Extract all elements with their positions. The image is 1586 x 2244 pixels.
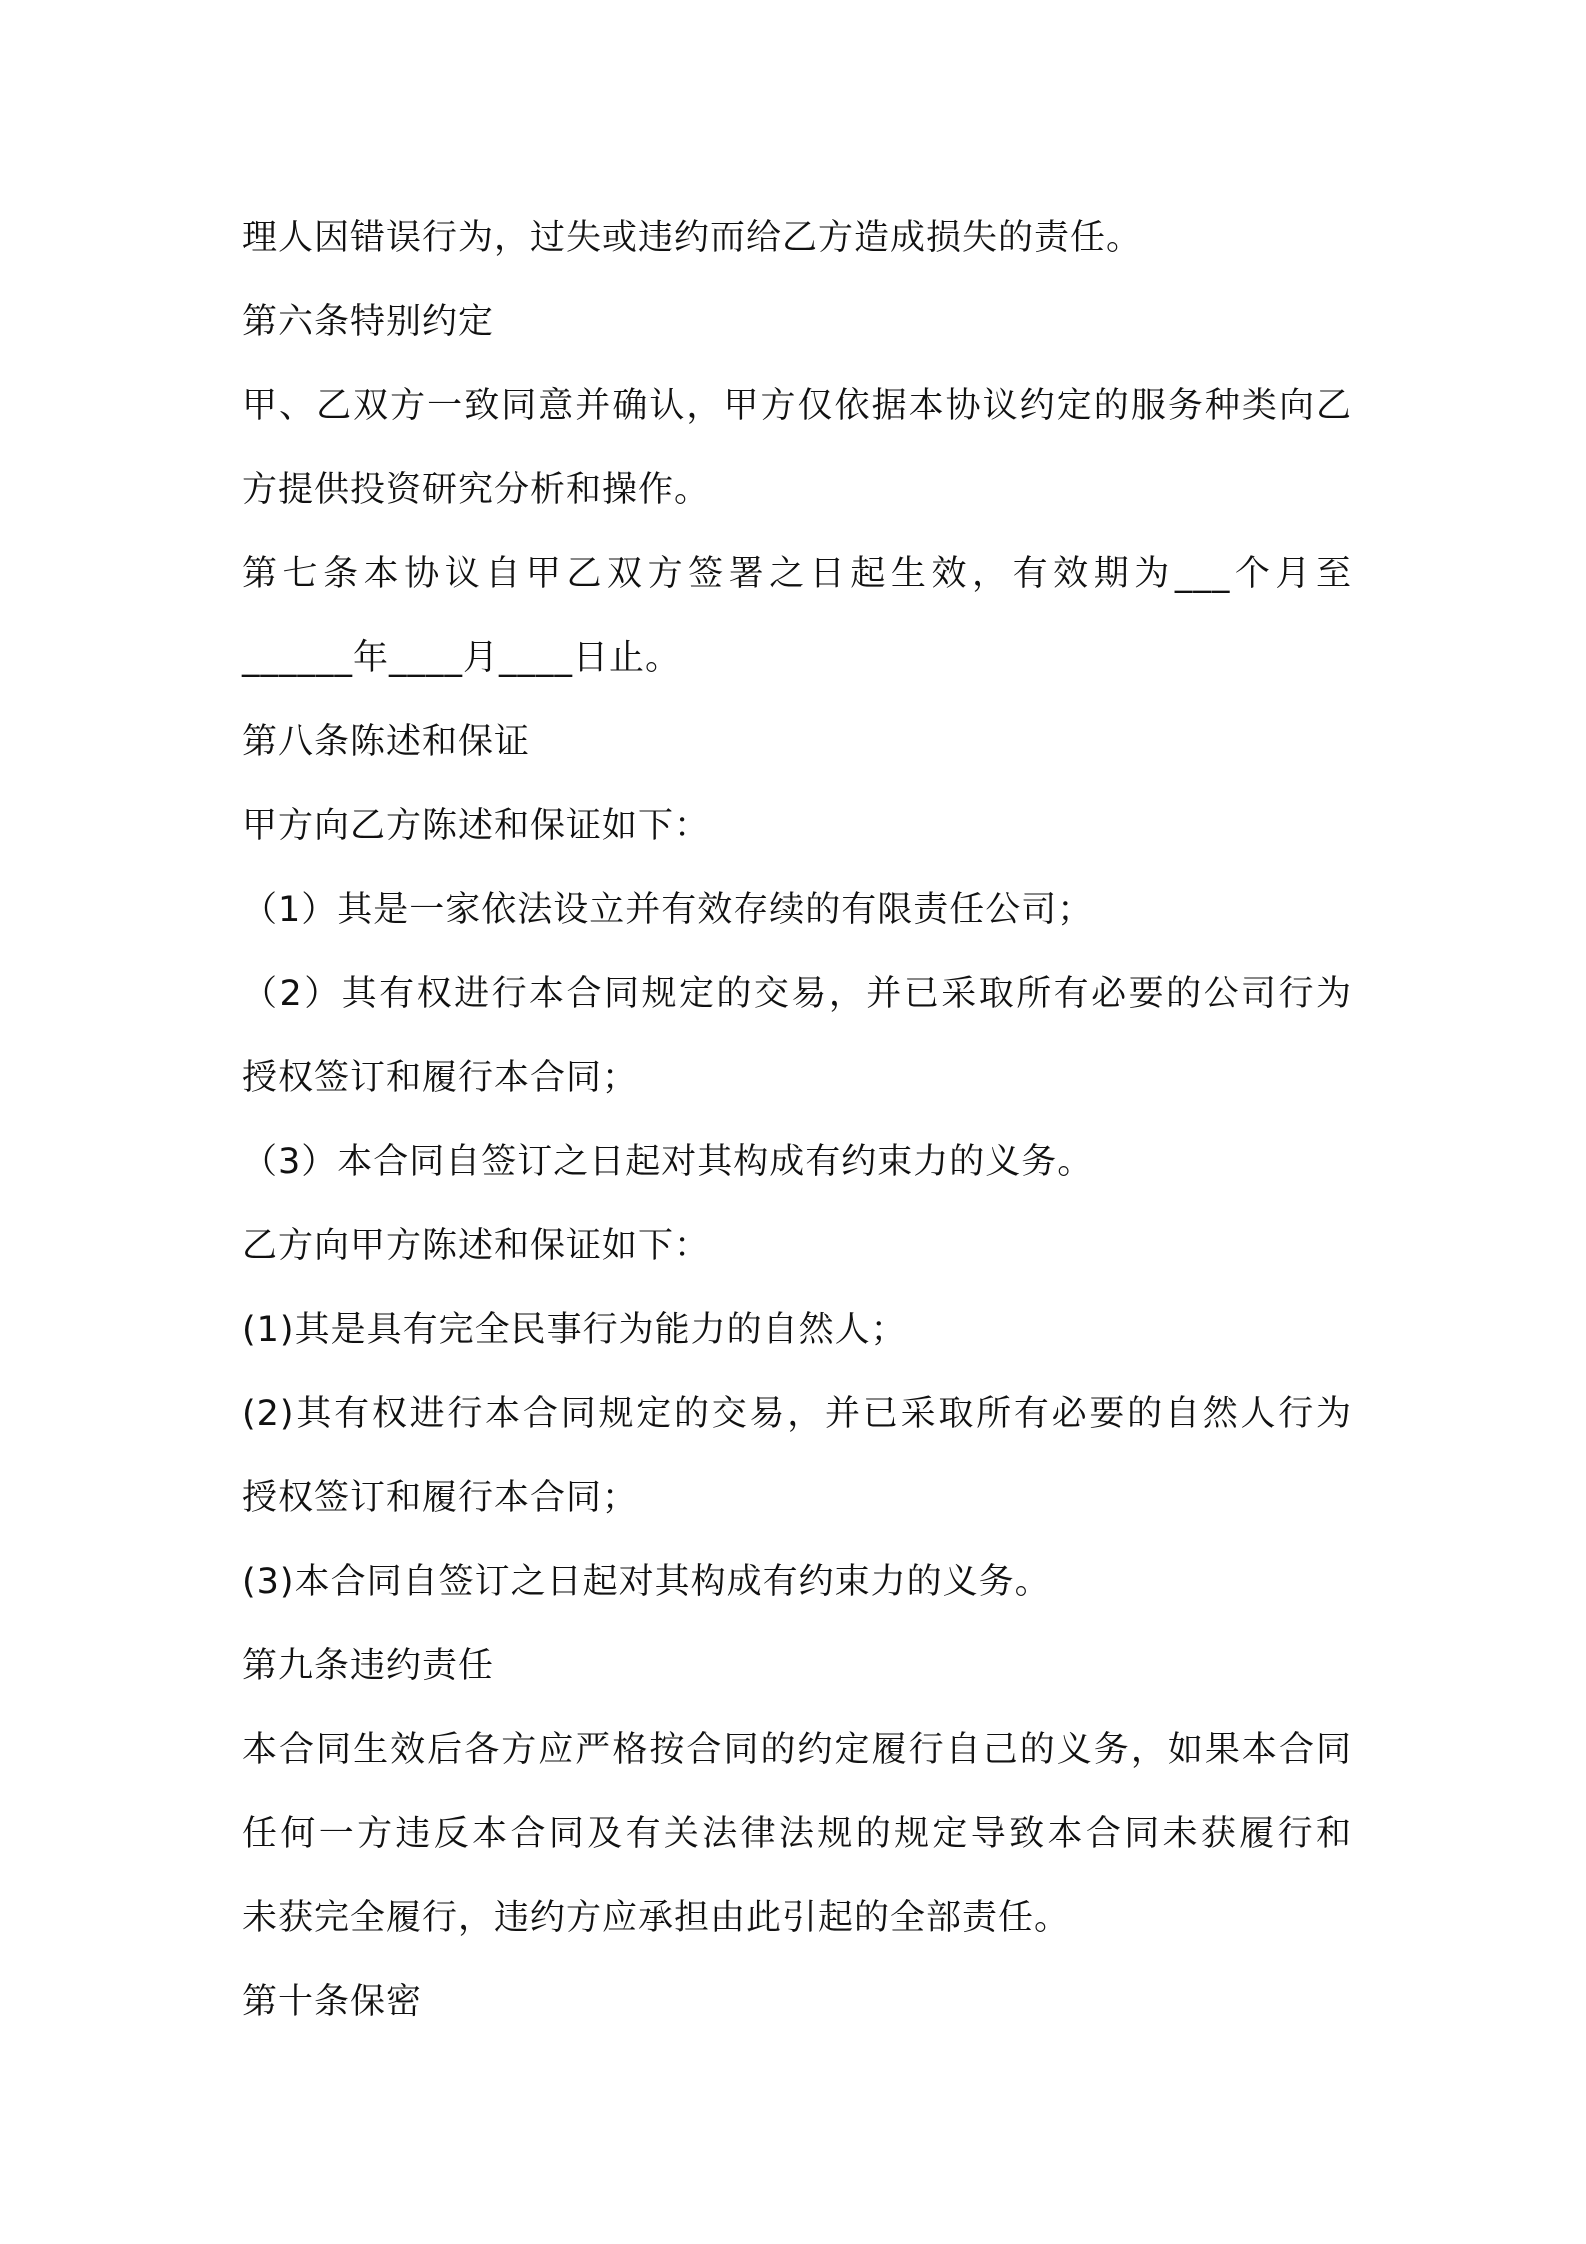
document-body: [242, 196, 1352, 2044]
clause-6-text-line-1: 甲、乙双方一致同意并确认，甲方仅依据本协议约定的服务种类向乙: [242, 386, 1352, 426]
party-a-item-3: （3）本合同自签订之日起对其构成有约束力的义务。: [242, 1142, 1094, 1182]
clause-6-heading: 第六条特别约定: [242, 302, 495, 342]
party-b-representations-intro: 乙方向甲方陈述和保证如下：: [242, 1226, 711, 1266]
party-b-item-2-line-1: (2)其有权进行本合同规定的交易，并已采取所有必要的自然人行为: [242, 1394, 1352, 1434]
party-a-representations-intro: 甲方向乙方陈述和保证如下：: [242, 806, 711, 846]
clause-9-text-line-2: 任何一方违反本合同及有关法律法规的规定导致本合同未获履行和: [242, 1814, 1352, 1854]
party-a-item-2-line-2: 授权签订和履行本合同；: [242, 1058, 639, 1098]
clause-10-heading: 第十条保密: [242, 1982, 423, 2022]
clause-6-text-line-2: 方提供投资研究分析和操作。: [242, 470, 711, 510]
clause-9-text-line-1: 本合同生效后各方应严格按合同的约定履行自己的义务，如果本合同: [242, 1730, 1352, 1770]
clause-5-continuation: 理人因错误行为，过失或违约而给乙方造成损失的责任。: [242, 218, 1143, 258]
clause-9-heading: 第九条违约责任: [242, 1646, 495, 1686]
party-b-item-3: (3)本合同自签订之日起对其构成有约束力的义务。: [242, 1562, 1051, 1602]
clause-8-heading: 第八条陈述和保证: [242, 722, 531, 762]
party-a-item-2-line-1: （2）其有权进行本合同规定的交易，并已采取所有必要的公司行为: [242, 974, 1352, 1014]
party-b-item-1: (1)其是具有完全民事行为能力的自然人；: [242, 1310, 907, 1350]
party-b-item-2-line-2: 授权签订和履行本合同；: [242, 1478, 639, 1518]
clause-7-text-line-1: 第七条本协议自甲乙双方签署之日起生效，有效期为___个月至: [242, 554, 1352, 594]
clause-9-text-line-3: 未获完全履行，违约方应承担由此引起的全部责任。: [242, 1898, 1071, 1938]
party-a-item-1: （1）其是一家依法设立并有效存续的有限责任公司；: [242, 890, 1094, 930]
clause-7-text-line-2: ______年____月____日止。: [242, 638, 682, 678]
